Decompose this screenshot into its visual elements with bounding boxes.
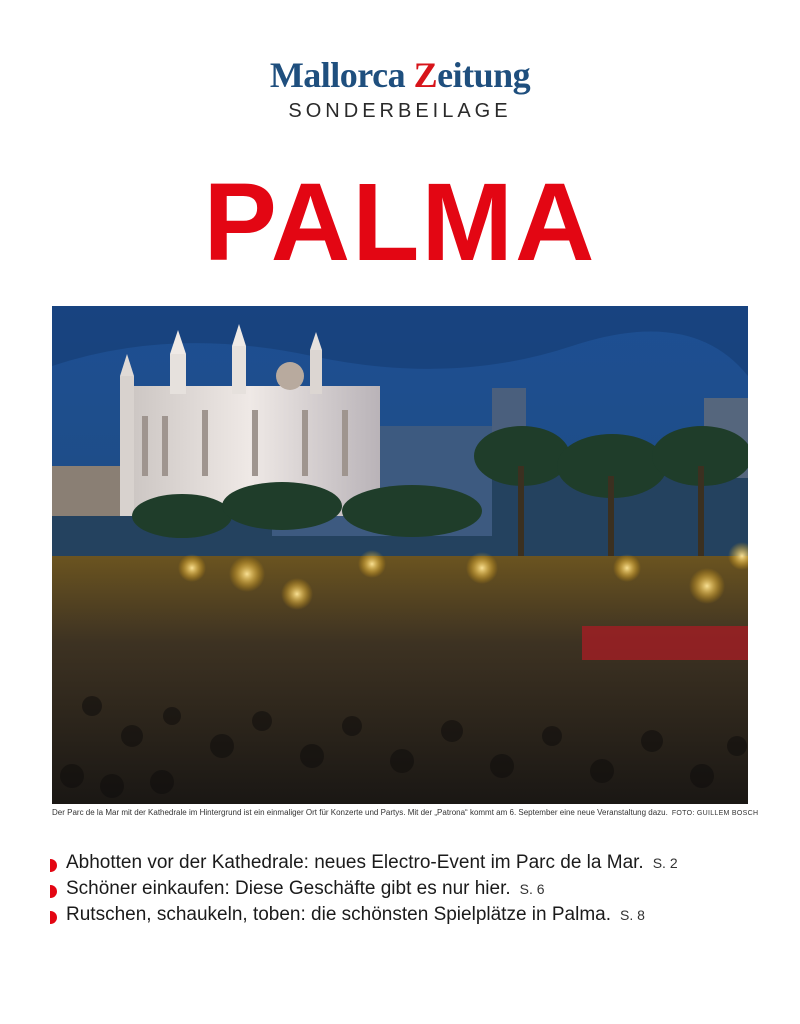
photo-credit: FOTO: GUILLEM BOSCH xyxy=(671,810,759,817)
teaser-text: Schöner einkaufen: Diese Geschäfte gibt es nur hier. xyxy=(66,878,511,899)
page-reference: S. 2 xyxy=(652,855,678,871)
bullet-icon xyxy=(50,859,57,872)
cathedral-night-illustration xyxy=(52,306,748,804)
teaser-list xyxy=(50,852,770,930)
page-title: PALMA xyxy=(203,161,597,284)
cover-photo xyxy=(52,306,748,804)
caption-text: Der Parc de la Mar mit der Kathedrale im Hintergrund ist ein einmaliger Ort für Konzerte und Partys. Mit der „Patrona“ kommt am 6. September eine neue Veranstaltung dazu. xyxy=(52,808,668,817)
photo-caption xyxy=(52,808,759,817)
newspaper-logo xyxy=(0,54,800,96)
bullet-icon xyxy=(50,885,57,898)
teaser-item xyxy=(50,878,770,904)
logo-word-mallorca: Mallorca xyxy=(269,55,406,95)
teaser-text: Abhotten vor der Kathedrale: neues Electro-Event im Parc de la Mar. xyxy=(66,852,644,873)
logo-word-eitung: eitung xyxy=(437,55,531,95)
bullet-icon xyxy=(50,911,57,924)
page-reference: S. 6 xyxy=(519,881,545,897)
masthead xyxy=(0,54,800,123)
page-reference: S. 8 xyxy=(620,907,645,923)
teaser-item xyxy=(50,852,770,878)
supplement-label: SONDERBEILAGE xyxy=(288,100,512,122)
teaser-text: Rutschen, schaukeln, toben: die schönsten Spielplätze in Palma. xyxy=(66,904,611,925)
logo-letter-z: Z xyxy=(413,55,438,95)
teaser-item xyxy=(50,904,770,930)
